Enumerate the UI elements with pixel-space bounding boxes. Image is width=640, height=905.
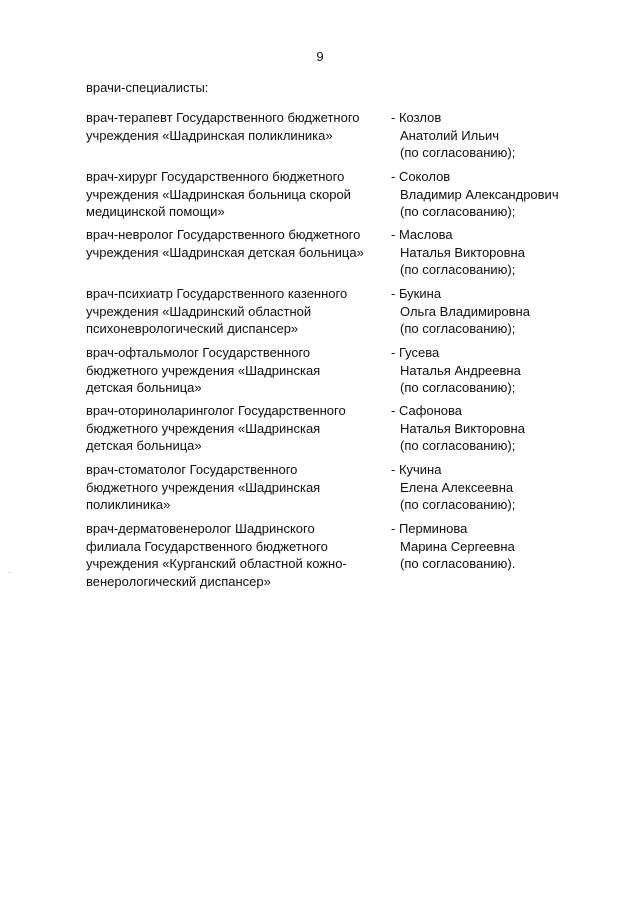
- scan-speck: [9, 572, 10, 573]
- page-number: 9: [316, 49, 324, 64]
- full-name: Наталья Андреевна: [400, 362, 521, 378]
- specialist-person: [391, 344, 586, 397]
- role-line: врач-психиатр Государственного казенного: [86, 286, 348, 301]
- role-line: учреждения «Шадринская больница скорой: [86, 186, 351, 202]
- role-line: поликлиника»: [86, 497, 171, 512]
- specialist-role: [86, 520, 386, 590]
- approval-note: (по согласованию);: [400, 145, 516, 160]
- specialist-person: [391, 109, 586, 162]
- role-line: венерологический диспансер»: [86, 573, 271, 589]
- role-line: бюджетного учреждения «Шадринская: [86, 479, 321, 495]
- full-name: Елена Алексеевна: [400, 479, 514, 495]
- surname: - Гусева: [391, 345, 440, 360]
- approval-note: (по согласованию);: [400, 321, 516, 336]
- approval-note: (по согласованию);: [400, 438, 516, 453]
- specialist-role: [86, 402, 386, 455]
- specialist-person: [391, 168, 586, 221]
- full-name: Ольга Владимировна: [400, 303, 530, 319]
- approval-note: (по согласованию).: [400, 556, 516, 571]
- role-line: врач-офтальмолог Государственного: [86, 345, 311, 360]
- specialist-role: [86, 226, 386, 261]
- role-line: бюджетного учреждения «Шадринская: [86, 420, 321, 436]
- approval-note: (по согласованию);: [400, 204, 516, 219]
- approval-note: (по согласованию);: [400, 262, 516, 277]
- surname: - Букина: [391, 286, 442, 301]
- role-line: учреждения «Шадринская детская больница»: [86, 244, 364, 260]
- role-line: учреждения «Шадринский областной: [86, 303, 312, 319]
- full-name: Марина Сергеевна: [400, 538, 515, 554]
- full-name: Наталья Викторовна: [400, 420, 525, 436]
- surname: - Перминова: [391, 521, 468, 536]
- role-line: врач-оториноларинголог Государственного: [86, 403, 346, 418]
- specialist-role: [86, 285, 386, 338]
- role-line: детская больница»: [86, 380, 202, 395]
- role-line: медицинской помощи»: [86, 204, 225, 219]
- role-line: учреждения «Шадринская поликлиника»: [86, 127, 333, 143]
- surname: - Соколов: [391, 169, 451, 184]
- specialist-person: [391, 461, 586, 514]
- approval-note: (по согласованию);: [400, 497, 516, 512]
- approval-note: (по согласованию);: [400, 380, 516, 395]
- role-line: учреждения «Курганский областной кожно-: [86, 556, 347, 571]
- role-line: бюджетного учреждения «Шадринская: [86, 362, 321, 378]
- specialist-role: [86, 109, 386, 144]
- role-line: филиала Государственного бюджетного: [86, 538, 328, 554]
- full-name: Наталья Викторовна: [400, 244, 525, 260]
- surname: - Сафонова: [391, 403, 463, 418]
- full-name: Анатолий Ильич: [400, 127, 500, 143]
- surname: - Кучина: [391, 462, 442, 477]
- full-name: Владимир Александрович: [400, 186, 559, 202]
- role-line: врач-дерматовенеролог Шадринского: [86, 521, 315, 536]
- surname: - Маслова: [391, 227, 453, 242]
- surname: - Козлов: [391, 110, 442, 125]
- role-line: психоневрологический диспансер»: [86, 321, 299, 336]
- specialist-role: [86, 461, 386, 514]
- specialist-person: [391, 402, 586, 455]
- section-heading: врачи-специалисты:: [86, 80, 209, 95]
- specialist-person: [391, 520, 586, 573]
- specialist-person: [391, 226, 586, 279]
- specialist-role: [86, 168, 386, 221]
- role-line: врач-стоматолог Государственного: [86, 462, 298, 477]
- role-line: врач-хирург Государственного бюджетного: [86, 169, 345, 184]
- specialist-person: [391, 285, 586, 338]
- specialist-role: [86, 344, 386, 397]
- role-line: врач-невролог Государственного бюджетного: [86, 227, 361, 242]
- role-line: детская больница»: [86, 438, 202, 453]
- role-line: врач-терапевт Государственного бюджетного: [86, 110, 360, 125]
